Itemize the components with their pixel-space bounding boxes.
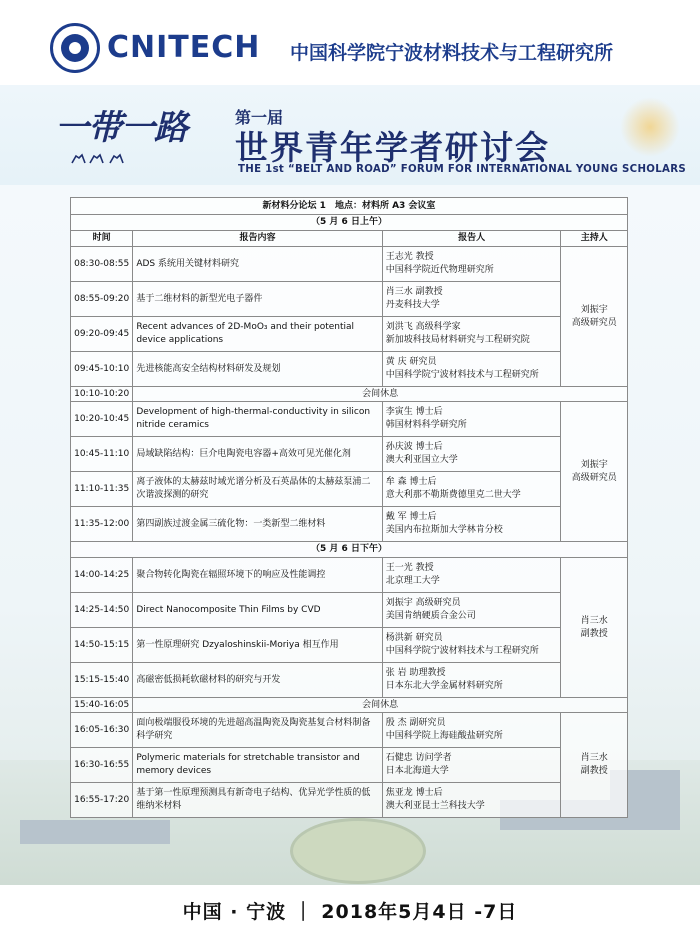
table-row [71,628,628,663]
speaker-affiliation: 意大利那不勒斯费德里克二世大学 [385,490,521,500]
talk-topic: ADS 系统用关键材料研究 [133,247,382,282]
table-row [71,282,628,317]
speaker-name: 肖三水 副教授 [385,287,443,297]
table-row [71,352,628,387]
talk-topic: Direct Nanocomposite Thin Films by CVD [133,593,382,628]
talk-speaker [382,507,561,542]
speaker-name: 戴 军 博士后 [385,512,437,522]
speaker-name: 殷 杰 副研究员 [385,718,446,728]
session-number: 第一届 [235,108,284,127]
talk-topic: 第一性原理研究 Dzyaloshinskii-Moriya 相互作用 [133,628,382,663]
talk-time: 16:55-17:20 [71,783,133,818]
sun-decoration-icon [620,97,680,157]
table-row [71,402,628,437]
talk-topic: 局域缺陷结构：巨介电陶瓷电容器+高效可见光催化剂 [133,437,382,472]
speaker-name: 刘洪飞 高级科学家 [385,322,461,332]
speaker-name: 刘振宇 高级研究员 [385,598,461,608]
event-location-date: 中国 · 宁波 ｜ 2018年5月4日 -7日 [182,901,518,923]
break-time: 15:40-16:05 [71,698,133,713]
header-speaker: 报告人 [382,231,561,247]
talk-speaker [382,663,561,698]
forum-title-cn: 世界青年学者研讨会 [235,128,550,167]
talk-time: 14:50-15:15 [71,628,133,663]
talk-speaker [382,247,561,282]
break-row [71,387,628,402]
speaker-name: 李寅生 博士后 [385,407,443,417]
host-name: 刘振宇 [580,304,608,315]
schedule-table [70,197,628,818]
talk-speaker [382,317,561,352]
talk-speaker [382,472,561,507]
speaker-affiliation: 澳大利亚昆士兰科技大学 [385,801,485,811]
host-cell [561,247,628,387]
forum-title-en: THE 1st “BELT AND ROAD” FORUM FOR INTERNATIONAL YOUNG SCHOLARS [238,164,687,175]
speaker-name: 焦亚龙 博士后 [385,788,443,798]
talk-topic: 高磁密低损耗软磁材料的研究与开发 [133,663,382,698]
talk-topic: 先进核能高安全结构材料研发及规划 [133,352,382,387]
talk-time: 16:30-16:55 [71,748,133,783]
talk-speaker [382,628,561,663]
talk-time: 15:15-15:40 [71,663,133,698]
table-row [71,663,628,698]
talk-topic: 基于二维材料的新型光电子器件 [133,282,382,317]
host-title: 高级研究员 [571,472,617,483]
talk-time: 11:35-12:00 [71,507,133,542]
talk-topic: 离子液体的太赫兹时域光谱分析及石英晶体的太赫兹泵浦二次谐波探测的研究 [133,472,382,507]
talk-time: 09:45-10:10 [71,352,133,387]
talk-speaker [382,282,561,317]
session-title: 新材料分论坛 1 地点：材料所 A3 会议室 [71,198,628,215]
header [0,0,700,85]
table-row [71,783,628,818]
speaker-affiliation: 日本东北大学金属材料研究所 [385,681,503,691]
speaker-affiliation: 日本北海道大学 [385,766,449,776]
talk-time: 10:20-10:45 [71,402,133,437]
talk-speaker [382,713,561,748]
talk-time: 14:00-14:25 [71,558,133,593]
header-time: 时间 [71,231,133,247]
host-cell [561,558,628,698]
speaker-name: 张 岩 助理教授 [385,668,446,678]
talk-time: 08:55-09:20 [71,282,133,317]
speaker-name: 王志光 教授 [385,252,434,262]
brand-logo-text: CNITECH [107,30,261,65]
host-name: 肖三水 [580,615,608,626]
talk-time: 10:45-11:10 [71,437,133,472]
host-title: 高级研究员 [571,317,617,328]
belt-road-calligraphy: 一带一路 [55,108,187,148]
talk-speaker [382,558,561,593]
table-row [71,558,628,593]
header-topic: 报告内容 [133,231,382,247]
table-row [71,317,628,352]
speaker-affiliation: 北京理工大学 [385,576,440,586]
break-time: 10:10-10:20 [71,387,133,402]
table-row [71,748,628,783]
table-title-row [71,198,628,215]
talk-time: 14:25-14:50 [71,593,133,628]
host-name: 刘振宇 [580,459,608,470]
talk-speaker [382,352,561,387]
speaker-name: 牟 森 博士后 [385,477,437,487]
speaker-affiliation: 韩国材料科学研究所 [385,420,467,430]
table-row [71,593,628,628]
talk-speaker [382,783,561,818]
break-row [71,698,628,713]
table-row [71,247,628,282]
host-cell [561,402,628,542]
talk-time: 11:10-11:35 [71,472,133,507]
speaker-affiliation: 中国科学院宁波材料技术与工程研究所 [385,370,539,380]
table-row [71,507,628,542]
date-row [71,215,628,231]
camel-caravan-icon [70,150,150,164]
speaker-affiliation: 美国肯纳硬质合金公司 [385,611,476,621]
institute-name: 中国科学院宁波材料技术与工程研究所 [290,42,614,64]
talk-speaker [382,402,561,437]
speaker-name: 黄 庆 研究员 [385,357,437,367]
speaker-name: 王一光 教授 [385,563,434,573]
table-row [71,437,628,472]
talk-topic: 基于第一性原理预测具有新奇电子结构、优异光学性质的低维纳米材料 [133,783,382,818]
talk-topic: Development of high-thermal-conductivity in silicon nitride ceramics [133,402,382,437]
break-label: 会间休息 [133,698,628,713]
host-cell [561,713,628,818]
speaker-affiliation: 中国科学院上海硅酸盐研究所 [385,731,503,741]
speaker-affiliation: 美国内布拉斯加大学林肯分校 [385,525,503,535]
talk-topic: 聚合物转化陶瓷在辐照环境下的响应及性能调控 [133,558,382,593]
table-row [71,472,628,507]
host-name: 肖三水 [580,753,608,763]
header-row [71,231,628,247]
afternoon-label: （5 月 6 日下午） [71,542,628,558]
talk-topic: 第四副族过渡金属三硫化物：一类新型二维材料 [133,507,382,542]
talk-topic: Polymeric materials for stretchable transistor and memory devices [133,748,382,783]
speaker-name: 孙庆波 博士后 [385,442,443,452]
stadium-track [290,818,426,884]
talk-speaker [382,437,561,472]
break-label: 会间休息 [133,387,628,402]
talk-topic: Recent advances of 2D-MoO₃ and their potential device applications [133,317,382,352]
speaker-affiliation: 中国科学院近代物理研究所 [385,265,494,275]
talk-topic: 面向极端服役环境的先进超高温陶瓷及陶瓷基复合材料制备科学研究 [133,713,382,748]
talk-time: 16:05-16:30 [71,713,133,748]
talk-speaker [382,748,561,783]
speaker-name: 石健忠 访问学者 [385,753,452,763]
table-row [71,713,628,748]
host-title: 副教授 [580,766,608,776]
speaker-affiliation: 中国科学院宁波材料技术与工程研究所 [385,646,539,656]
talk-time: 08:30-08:55 [71,247,133,282]
talk-time: 09:20-09:45 [71,317,133,352]
header-host: 主持人 [561,231,628,247]
talk-speaker [382,593,561,628]
host-title: 副教授 [580,628,608,639]
morning-label: （5 月 6 日上午） [71,215,628,231]
speaker-affiliation: 澳大利亚国立大学 [385,455,458,465]
date-row [71,542,628,558]
speaker-name: 杨洪新 研究员 [385,633,443,643]
speaker-affiliation: 新加坡科技局材料研究与工程研究院 [385,335,530,345]
speaker-affiliation: 丹麦科技大学 [385,300,440,310]
cas-seal-icon [50,23,100,73]
